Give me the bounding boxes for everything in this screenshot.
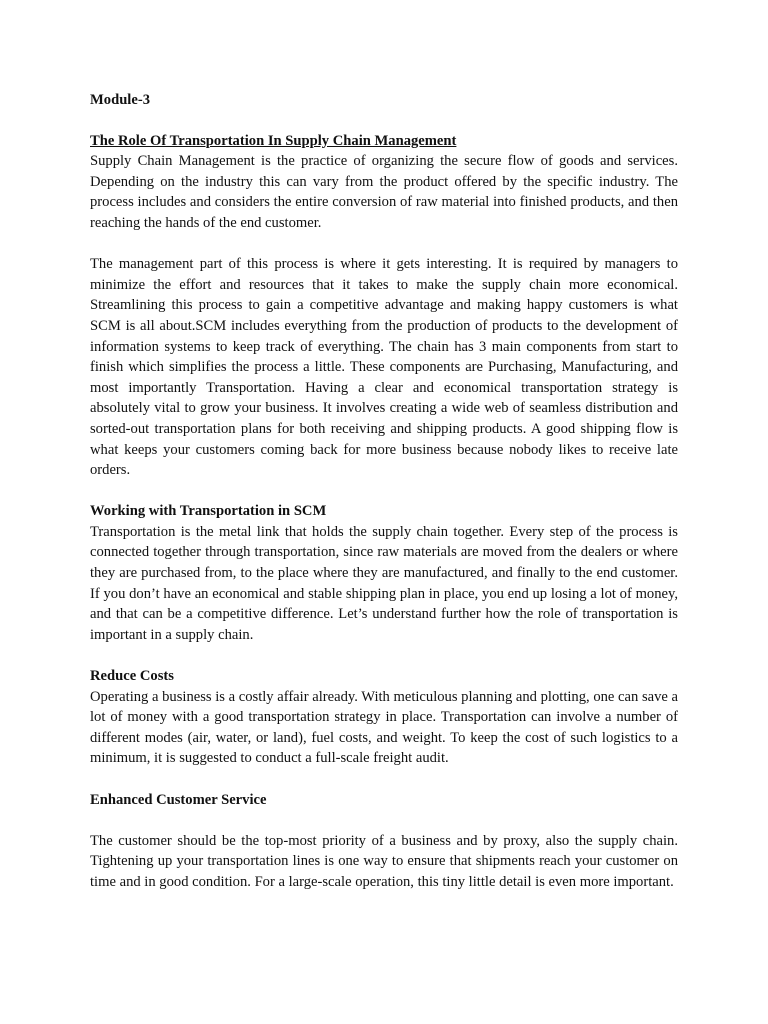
spacer xyxy=(90,810,678,831)
spacer xyxy=(90,645,678,666)
spacer xyxy=(90,234,678,255)
section-heading-working: Working with Transportation in SCM xyxy=(90,503,327,520)
spacer xyxy=(90,481,678,502)
section-heading-reduce-costs: Reduce Costs xyxy=(90,668,174,685)
document-title: The Role Of Transportation In Supply Chain Management xyxy=(90,132,457,149)
section-body-working: Transportation is the metal link that holds the supply chain together. Every step of the process is connected together through transportation, since raw materials are moved from the dealers or where they are purchased from, to the place where they are manufactured, and finally to the end customer. If you don’t have an economical and stable shipping plan in place, you end up losing a lot of money, and that can be a competitive difference. Let’s understand further how the role of transportation is important in a supply chain. xyxy=(90,523,678,643)
intro-paragraph-2: The management part of this process is where it gets interesting. It is required by managers to minimize the effort and resources that it takes to make the supply chain more economical. Streamlining this process to gain a competitive advantage and making happy customers is what SCM is all about.SCM includes everything from the production of products to the development of information systems to keep track of everything. The chain has 3 main components from start to finish which simplifies the process a little. These components are Purchasing, Manufacturing, and most importantly Transportation. Having a clear and economical transportation strategy is absolutely vital to grow your business. It involves creating a wide web of seamless distribution and sorted-out transportation plans for both receiving and shipping products. A good shipping flow is what keeps your customers coming back for more business because nobody likes to receive late orders. xyxy=(90,256,678,479)
intro-paragraph-1: Supply Chain Management is the practice of organizing the secure flow of goods and services. Depending on the industry this can vary from the product offered by the specific industry. The process includes and considers the entire conversion of raw material into finished products, and then reaching the hands of the end customer. xyxy=(90,153,678,231)
module-label: Module-3 xyxy=(90,92,150,108)
section-body-customer-service: The customer should be the top-most priority of a business and by proxy, also the supply chain. Tightening up your transportation lines is one way to ensure that shipments reach your customer on time and in good condition. For a large-scale operation, this tiny little detail is even more important. xyxy=(90,832,678,890)
spacer xyxy=(90,769,678,790)
section-heading-customer-service: Enhanced Customer Service xyxy=(90,791,267,808)
document-page xyxy=(90,90,678,893)
section-body-reduce-costs: Operating a business is a costly affair already. With meticulous planning and plotting, one can save a lot of money with a good transportation strategy in place. Transportation can involve a number of different modes (air, water, or land), fuel costs, and weight. To keep the cost of such logistics to a minimum, it is suggested to conduct a full-scale freight audit. xyxy=(90,688,679,767)
